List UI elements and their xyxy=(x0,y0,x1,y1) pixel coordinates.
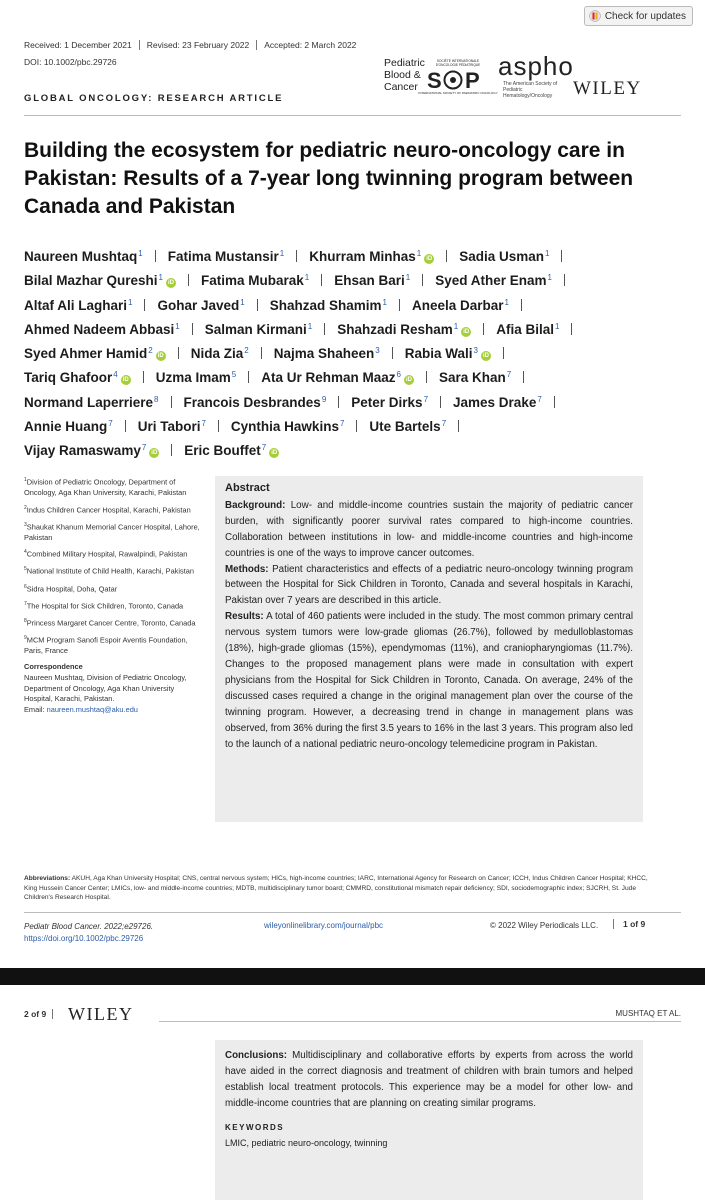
correspondence-title: Correspondence xyxy=(24,662,83,672)
author[interactable] xyxy=(24,346,166,361)
author-name: Altaf Ali Laghari xyxy=(24,297,128,313)
author-affiliation-number[interactable]: 3 xyxy=(473,346,478,356)
orcid-icon[interactable]: iD xyxy=(157,353,164,360)
author-separator xyxy=(178,347,179,359)
author-separator xyxy=(440,396,441,408)
affiliation xyxy=(24,547,204,560)
author-row xyxy=(24,413,634,437)
author-affiliation-number[interactable]: 1 xyxy=(128,297,133,307)
author-name: Syed Ahmer Hamid xyxy=(24,346,148,362)
author-name: Ata Ur Rehman Maaz xyxy=(261,370,396,386)
author[interactable] xyxy=(24,249,143,264)
author-separator xyxy=(571,323,572,335)
author-affiliation-number[interactable]: 1 xyxy=(240,297,245,307)
journal-line-2: Blood & xyxy=(384,69,421,81)
abbreviations xyxy=(24,874,654,903)
page-2-header-rule xyxy=(159,1021,681,1022)
author-affiliation-number[interactable]: 1 xyxy=(382,297,387,307)
footer-citation-block xyxy=(24,921,153,945)
affiliation-text: Princess Margaret Cancer Centre, Toronto, Canada xyxy=(26,618,196,628)
correspondence-email-line xyxy=(24,705,204,716)
author-affiliation-number[interactable]: 7 xyxy=(506,370,512,380)
author-row xyxy=(24,389,634,413)
author[interactable] xyxy=(334,273,410,288)
author[interactable] xyxy=(24,298,132,313)
author-separator xyxy=(192,323,193,335)
check-updates-label: Check for updates xyxy=(604,10,686,22)
author[interactable] xyxy=(24,273,176,288)
author-affiliation-number[interactable]: 1 xyxy=(138,249,143,258)
author-affiliation-number[interactable]: 4 xyxy=(113,370,118,380)
author-separator xyxy=(426,371,427,383)
affiliation-text: Division of Pediatric Oncology, Department of Oncology, Aga Khan University, Karachi, Pakistan xyxy=(24,477,187,498)
author-affiliation-number[interactable]: 1 xyxy=(504,297,509,307)
check-updates-icon xyxy=(589,10,601,22)
author-affiliation-number[interactable]: 6 xyxy=(396,370,401,380)
author-affiliation-number[interactable]: 7 xyxy=(441,419,447,429)
author-row xyxy=(24,437,634,461)
author-name: Afia Bilal xyxy=(496,321,555,337)
correspondence-email-link[interactable]: naureen.mushtaq@aku.edu xyxy=(46,704,138,714)
page-2-header xyxy=(24,1004,681,1030)
affiliation-list xyxy=(24,475,204,656)
author[interactable] xyxy=(24,395,159,410)
affiliation xyxy=(24,582,204,595)
author-affiliation-number[interactable]: 7 xyxy=(141,443,147,453)
author[interactable] xyxy=(24,443,159,458)
author-row xyxy=(24,243,634,267)
svg-text:P: P xyxy=(465,68,480,93)
author-name: Vijay Ramaswamy xyxy=(24,443,141,459)
author[interactable] xyxy=(405,346,491,361)
results-label: Results: xyxy=(225,611,264,623)
author-separator xyxy=(171,444,172,456)
correspondence-text: Naureen Mushtaq, Division of Pediatric Oncology, Department of Oncology, Aga Khan University Hospital, Karachi, Pakistan. xyxy=(24,672,187,704)
author[interactable] xyxy=(157,298,244,313)
author-affiliation-number[interactable]: 2 xyxy=(244,346,249,356)
author-name: Syed Ather Enam xyxy=(435,273,547,289)
methods-label: Methods: xyxy=(225,563,269,575)
wiley-logo-page-2: WILEY xyxy=(68,1004,134,1024)
author[interactable] xyxy=(261,370,414,385)
abstract-title: Abstract xyxy=(225,482,270,494)
affiliation xyxy=(24,616,204,629)
author-separator xyxy=(188,274,189,286)
svg-text:INTERNATIONAL SOCIETY OF PAEDI: INTERNATIONAL SOCIETY OF PAEDIATRIC ONCOLOGY xyxy=(418,91,498,95)
abstract-box xyxy=(215,476,643,822)
author-affiliation-number[interactable]: 1 xyxy=(547,273,552,283)
author-separator xyxy=(171,396,172,408)
author-name: Shahzad Shamim xyxy=(269,297,382,313)
author-separator xyxy=(523,371,524,383)
abstract-methods xyxy=(225,562,633,610)
author[interactable] xyxy=(156,370,236,385)
author-separator xyxy=(458,420,459,432)
author-affiliation-number[interactable]: 1 xyxy=(304,273,310,283)
affiliation-text: MCM Program Sanofi Espoir Aventis Foundation, Paris, France xyxy=(24,635,188,655)
footer-copyright: © 2022 Wiley Periodicals LLC. xyxy=(490,921,599,930)
author-separator xyxy=(321,274,322,286)
author-name: Ute Bartels xyxy=(369,419,441,435)
conclusions-text: Multidisciplinary and collaborative efforts by experts from across the world have aided in the correct diagnosis and treatment of children with brain tumors and helped establish local treatment protocols. This experience may be a model for other low- and middle-income countries that are planning on creating similar programs. xyxy=(225,1050,633,1109)
affiliation-text: National Institute of Child Health, Karachi, Pakistan xyxy=(26,566,194,576)
conclusions-label: Conclusions: xyxy=(225,1050,288,1061)
author-separator xyxy=(356,420,357,432)
affiliation-text: The Hospital for Sick Children, Toronto, Canada xyxy=(26,601,184,611)
author[interactable] xyxy=(369,419,446,434)
author-separator xyxy=(155,250,156,262)
author-separator xyxy=(296,250,297,262)
author[interactable] xyxy=(184,443,279,458)
revised-date: Revised: 23 February 2022 xyxy=(140,40,258,50)
author-separator xyxy=(125,420,126,432)
author-name: Aneela Darbar xyxy=(411,297,504,313)
keywords-title: KEYWORDS xyxy=(225,1122,285,1132)
affiliation-number: 7 xyxy=(24,600,27,607)
author-separator xyxy=(399,299,400,311)
author-affiliation-number[interactable]: 7 xyxy=(339,419,345,429)
aspho-subtitle: The American Society of Pediatric Hematology/Oncology xyxy=(503,81,558,99)
author-row xyxy=(24,267,634,291)
author-separator xyxy=(446,250,447,262)
affiliation-number: 4 xyxy=(24,549,27,556)
author-separator xyxy=(392,347,393,359)
footer-page-number: 1 of 9 xyxy=(613,919,645,929)
orcid-icon[interactable]: iD xyxy=(168,280,174,287)
author-name: Nida Zia xyxy=(190,346,244,362)
author-name: Sara Khan xyxy=(438,370,506,386)
author-affiliation-number[interactable]: 1 xyxy=(158,273,163,283)
author-affiliation-number[interactable]: 1 xyxy=(545,249,550,258)
running-head: MUSHTAQ ET AL. xyxy=(615,1009,681,1018)
author[interactable] xyxy=(351,395,428,410)
author-separator xyxy=(521,299,522,311)
author-separator xyxy=(564,274,565,286)
abstract-results xyxy=(225,609,633,752)
author[interactable] xyxy=(453,395,542,410)
author-separator xyxy=(554,396,555,408)
author-list xyxy=(24,243,634,462)
author-separator xyxy=(143,371,144,383)
page-2 xyxy=(0,985,705,1200)
author-name: Annie Huang xyxy=(24,419,108,435)
author-name: Eric Bouffet xyxy=(184,443,261,459)
aspho-logo: aspho xyxy=(498,51,574,81)
accepted-date: Accepted: 2 March 2022 xyxy=(264,40,357,50)
journal-logo xyxy=(384,57,425,93)
author-name: Fatima Mustansir xyxy=(167,249,279,264)
author-affiliation-number[interactable]: 7 xyxy=(108,419,113,429)
author-affiliation-number[interactable]: 1 xyxy=(416,249,422,258)
author-name: Ehsan Bari xyxy=(334,273,405,289)
author[interactable] xyxy=(412,298,509,313)
affiliation-text: Indus Children Cancer Hospital, Karachi, Pakistan xyxy=(26,505,191,515)
author-affiliation-number[interactable]: 1 xyxy=(555,321,560,331)
affiliation-text: Shaukat Khanum Memorial Cancer Hospital, Lahore, Pakistan xyxy=(24,522,200,542)
affiliation-number: 8 xyxy=(24,617,27,624)
abstract-conclusions xyxy=(225,1048,633,1112)
author-name: Sadia Usman xyxy=(459,249,544,264)
author-affiliation-number[interactable]: 7 xyxy=(201,419,206,429)
author-separator xyxy=(422,274,423,286)
author[interactable] xyxy=(274,346,380,361)
check-for-updates-button[interactable] xyxy=(584,6,693,26)
author[interactable] xyxy=(191,346,249,361)
author-affiliation-number[interactable]: 3 xyxy=(375,346,380,356)
article-type: GLOBAL ONCOLOGY: RESEARCH ARTICLE xyxy=(24,93,284,104)
conclusions-box xyxy=(215,1040,643,1200)
author-name: Cynthia Hawkins xyxy=(230,419,339,435)
header-divider xyxy=(24,115,681,116)
author[interactable] xyxy=(496,322,559,337)
article-title: Building the ecosystem for pediatric neuro-oncology care in Pakistan: Results of a 7-year long twinning program between Canada and Pakistan xyxy=(24,139,634,218)
author-name: Tariq Ghafoor xyxy=(24,370,113,386)
orcid-icon[interactable]: iD xyxy=(405,377,412,384)
author-name: Ahmed Nadeem Abbasi xyxy=(24,321,175,337)
author[interactable] xyxy=(201,273,309,288)
author-name: Normand Laperriere xyxy=(24,394,154,410)
journal-line-3: Cancer xyxy=(384,81,418,93)
author-affiliation-number[interactable]: 1 xyxy=(405,273,411,283)
author-affiliation-number[interactable]: 1 xyxy=(453,321,459,331)
results-text: A total of 460 patients were included in the study. The most common primary central nervous system tumors were low-grade gliomas (26.7%), followed by medulloblastomas (18%), high-grade gliomas (15%), ependymomas (11%), and craniopharyngiomas (11.7%). Changes to the proposed management plans were made in consultation with expert physicians from the Hospital for Sick Children in Toronto, Canada. On average, 24% of the discussed cases required a change in the original management plan over the course of the twinning program. However, a decreasing trend in change in management plans was observed, from 36% during the first 3.5 years to 16% in the last 3 years. This program also led to the launch of a national pediatric neuro-oncology telemedicine program in Pakistan. xyxy=(225,611,633,750)
affiliation-number: 6 xyxy=(24,583,27,590)
author[interactable] xyxy=(24,419,113,434)
author[interactable] xyxy=(168,249,284,264)
author-name: Francois Desbrandes xyxy=(183,394,321,410)
affiliation-number: 2 xyxy=(24,504,27,511)
author-row xyxy=(24,364,634,388)
author[interactable] xyxy=(24,322,180,337)
author-affiliation-number[interactable]: 7 xyxy=(261,443,267,453)
author-name: Khurram Minhas xyxy=(309,249,416,264)
author-name: Gohar Javed xyxy=(157,297,240,313)
footer-citation: Pediatr Blood Cancer. 2022;e29726. xyxy=(24,922,154,931)
affiliation xyxy=(24,564,204,577)
author-name: James Drake xyxy=(453,394,537,410)
author-name: Uzma Imam xyxy=(155,370,231,386)
affiliation xyxy=(24,633,204,657)
article-dates xyxy=(24,40,363,50)
author-name: Uri Tabori xyxy=(137,419,201,435)
author[interactable] xyxy=(435,273,552,288)
author-separator xyxy=(218,420,219,432)
author-separator xyxy=(338,396,339,408)
abstract-background xyxy=(225,498,633,562)
author-separator xyxy=(561,250,562,262)
author-affiliation-number[interactable]: 2 xyxy=(148,346,153,356)
background-label: Background: xyxy=(225,499,286,511)
abbreviations-label: Abbreviations: xyxy=(24,875,71,882)
author-affiliation-number[interactable]: 7 xyxy=(537,394,542,404)
wiley-logo: WILEY xyxy=(573,78,642,99)
author-affiliation-number[interactable]: 9 xyxy=(321,394,327,404)
author[interactable] xyxy=(459,249,549,264)
author-separator xyxy=(257,299,258,311)
keywords-list: LMIC, pediatric neuro-oncology, twinning xyxy=(225,1137,388,1148)
siop-logo-icon xyxy=(418,56,498,96)
author-affiliation-number[interactable]: 5 xyxy=(231,370,237,380)
affiliation-text: Sidra Hospital, Doha, Qatar xyxy=(26,583,118,593)
author-separator xyxy=(144,299,145,311)
author-separator xyxy=(261,347,262,359)
author[interactable] xyxy=(309,249,434,264)
author-row xyxy=(24,292,634,316)
orcid-icon[interactable]: iD xyxy=(271,450,278,457)
author-affiliation-number[interactable]: 1 xyxy=(175,321,180,331)
author-name: Rabia Wali xyxy=(404,346,473,362)
author-separator xyxy=(503,347,504,359)
affiliation-number: 1 xyxy=(24,477,27,483)
footer-divider xyxy=(24,912,681,913)
article-doi: DOI: 10.1002/pbc.29726 xyxy=(24,57,117,67)
affiliation-text: Combined Military Hospital, Rawalpindi, Pakistan xyxy=(26,549,188,559)
author-name: Najma Shaheen xyxy=(273,346,375,362)
author[interactable] xyxy=(24,370,131,385)
svg-text:D'ONCOLOGIE PÉDIATRIQUE: D'ONCOLOGIE PÉDIATRIQUE xyxy=(435,63,481,67)
author-name: Bilal Mazhar Qureshi xyxy=(24,273,158,289)
author[interactable] xyxy=(205,322,313,337)
received-date: Received: 1 December 2021 xyxy=(24,40,140,50)
author-affiliation-number[interactable]: 1 xyxy=(307,321,313,331)
methods-text: Patient characteristics and effects of a pediatric neuro-oncology twinning program between the Hospital for Sick Children in Toronto, Canada and several hospitals in Karachi, Pakistan over 7 years are described in this article. xyxy=(225,563,633,607)
abbreviations-text: AKUH, Aga Khan University Hospital; CNS, central nervous system; HICs, high-income countries; IARC, International Agency for Research on Cancer; ICCH, Indus Children Cancer Hospital; KHCC, King Hussein Cancer Center; LMICs, low- and middle-income countries; MDTB, multidisciplinary tumor board; CMMRD, constitutional mismatch repair deficiency; SDI, sociodemographic index; SJCRH, St. Jude Children's Research Hospital. xyxy=(24,875,648,901)
page-2-number: 2 of 9 xyxy=(24,1009,53,1019)
affiliation-number: 5 xyxy=(24,566,27,573)
orcid-icon[interactable]: iD xyxy=(482,353,489,360)
author-row xyxy=(24,340,634,364)
author-row xyxy=(24,316,634,340)
author-separator xyxy=(324,323,325,335)
author[interactable] xyxy=(439,370,511,385)
background-text: Low- and middle-income countries sustain the majority of pediatric cancer burden, with significantly poorer survival rates compared to high-income countries. Collaboration between institutions in low- and middle-income countries and high-income countries is one of the ways to improve cancer outcomes. xyxy=(225,499,633,559)
author-name: Shahzadi Resham xyxy=(337,321,453,337)
orcid-icon[interactable]: iD xyxy=(122,377,129,384)
footer-journal-link[interactable]: wileyonlinelibrary.com/journal/pbc xyxy=(264,921,384,930)
author[interactable] xyxy=(337,322,471,337)
author[interactable] xyxy=(138,419,206,434)
orcid-icon[interactable]: iD xyxy=(151,450,158,457)
author-name: Salman Kirmani xyxy=(204,321,307,337)
orcid-icon[interactable]: iD xyxy=(463,328,470,335)
svg-text:SOCIÉTÉ INTERNATIONALE: SOCIÉTÉ INTERNATIONALE xyxy=(436,59,480,63)
author-name: Fatima Mubarak xyxy=(201,273,304,289)
author-affiliation-number[interactable]: 7 xyxy=(423,394,429,404)
journal-line-1: Pediatric xyxy=(384,57,425,69)
affiliation-number: 9 xyxy=(24,634,27,641)
author-name: Naureen Mushtaq xyxy=(24,249,138,264)
orcid-icon[interactable]: iD xyxy=(426,256,433,262)
author-affiliation-number[interactable]: 8 xyxy=(154,394,159,404)
affiliation xyxy=(24,503,204,516)
author[interactable] xyxy=(231,419,344,434)
footer-doi-link[interactable]: https://doi.org/10.1002/pbc.29726 xyxy=(24,934,144,943)
affiliation xyxy=(24,520,204,544)
author-separator xyxy=(248,371,249,383)
affiliations xyxy=(24,475,204,715)
svg-text:S: S xyxy=(427,68,442,93)
author-affiliation-number[interactable]: 1 xyxy=(279,249,285,258)
affiliation xyxy=(24,599,204,612)
email-label: Email: xyxy=(24,704,47,714)
author[interactable] xyxy=(270,298,387,313)
affiliation-number: 3 xyxy=(24,521,27,528)
author[interactable] xyxy=(184,395,327,410)
affiliation xyxy=(24,475,204,499)
author-name: Peter Dirks xyxy=(351,394,423,410)
author-separator xyxy=(483,323,484,335)
